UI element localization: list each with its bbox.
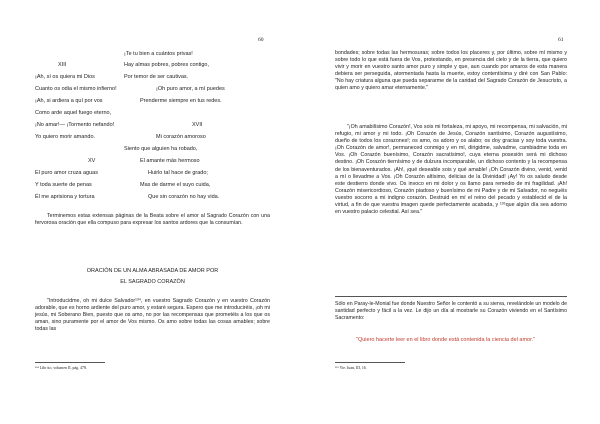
footnote: ¹³⁴ Libr ito, volumen II, pág. 478. xyxy=(35,366,87,370)
highlighted-quote: "Quiero hacerte leer en el libro donde está contenida la ciencia del amor." xyxy=(356,337,536,343)
poem-line: Mi corazón amoroso xyxy=(156,134,206,140)
prayer-paragraph: "Introducidme, oh mi dulce Salvador¹³⁴, en vuestro Sagrado Corazón y en vuestro Corazón adorable, que es horno ardiente del puro amor, y estaré segura. Espero que me introduciréis, ¡oh mi jesús, mi Soberano Bien, puesto que os amo, no por las recompensas que prometéis a los que os aman, sino puramente por el amor de Vos mismo. Os amo sobre todas las cosas amables; sobre todas las xyxy=(35,298,270,333)
poem-stanza-number: XVII xyxy=(192,122,203,128)
closing-paragraph: Terminemos estas extensas páginas de la Beata sobre el amor al Sagrado Corazón con una fervorosa oración que ella compuso para expresar los santos ardores que la consumían. xyxy=(35,213,270,227)
heart-prayer-paragraph: "¡Oh amabilísimo Corazón!, Vos sois mi fortaleza, mi apoyo, mi recompensa, mi salvación, mi refugio, mi amor y mi todo. ¡Oh Corazón de Jesús, Corazón santísimo, Corazón augustísimo, dueño de todos los corazones!; os amo, os adoro y os alabo; os doy gracias y soy toda vuestra. ¡Oh Corazón de amor!, permaneced conmigo y en mí, dirigidme, salvadme, cambiadme toda en Vos. ¡Oh Corazón buenísimo, Corazón sacratísimo!, cuya eterna posesión será mi dichoso destino. ¡Oh Corazón tiernísimo y de dulzura incomparable, un dichoso contento y la recompensa de los bienaventurados. ¡Ah!, ¡qué deseable sois y qué amable! ¡Oh Corazón divino, venid, venid a mí o llevadme a Vos. ¡Oh Corazón altísimo, delicias de la Divinidad! ¡Ay! Yo os saludo desde este destierro donde vivo. Os invoco en mi dolor y os llamo para remedio de mi fragilidad. ¡Ah! Corazón misericordioso, Corazón piadoso y buenísimo de mi Padre y de mi Salvador, no neguéis vuestro socorro a mi indigno corazón. Destruid en mí el reino del pecado y establecid el de la virtud, a fin de que vuestra imagen quede perfectamente acabada, y ¹³⁵que algún día sea adorno en vuestro palacio celestial. Así sea." xyxy=(335,124,567,216)
poem-line: ¡Ah, sí os quiera mi Dios xyxy=(35,74,95,80)
poem-line: Por temor de ser cautivas. xyxy=(124,74,189,80)
poem-line: Y toda suerte de penas xyxy=(35,182,92,188)
poem-stanza-number: XIII xyxy=(58,62,67,68)
narrative-paragraph: Sólo en Paray-le-Monial fue donde Nuestro Señor le contentó a su sierva, revelándole un modelo de santidad perfecto y fácil a la vez. Le dijo un día al mostrarle su Corazón viviendo en el Santísimo Sacramento: xyxy=(335,301,567,322)
poem-line: Que sin corazón no hay vida. xyxy=(148,194,220,200)
footnote: ¹³⁵ Vie. Juan, III, 16. xyxy=(335,366,367,370)
poem-line: ¡Ah, si ardiera a quí por vos xyxy=(35,98,103,104)
footnote-divider xyxy=(335,362,405,363)
poem-line: Prenderme siempre en tus redes. xyxy=(140,98,222,104)
poem-line: ¡No amar!— ¡Tormento nefando! xyxy=(35,122,115,128)
page-number-right: 61 xyxy=(558,37,564,43)
poem-line: Hay almas pobres, pobres contigo, xyxy=(124,62,209,68)
poem-line: Cuanto os odia el mismo infierno! xyxy=(35,86,117,92)
prayer-continuation-paragraph: bondades; sobre todas las hermosuras; sobre todos los placeres y, por último, sobre mí mismo y sobre todo lo que está fuera de Vos, protestando, en presencia del cielo y de la tierra, que quiero vivir y morir en vuestro santo amor puro y simple y que, aun cuando por amaros de esta manera debiera ser perseguida, atormentada hasta la muerte, estoy contentísima y diré con San Pablo: "No hay criatura alguna que pueda separarme de la caridad del Sagrado Corazón de Jesucristo, a quien amo y quiero amar eternamente." xyxy=(335,50,567,92)
prayer-subheading: EL SAGRADO CORAZÓN xyxy=(120,279,185,285)
section-divider xyxy=(335,296,567,297)
poem-stanza-number: XV xyxy=(88,158,96,164)
poem-line: ¡Te tu bien a cuántos privas! xyxy=(124,51,193,57)
poem-line: El amante más hermoso xyxy=(140,158,200,164)
page-number-left: 60 xyxy=(258,37,264,43)
poem-line: Huirlo tal hace de grado; xyxy=(148,170,208,176)
footnote-divider xyxy=(35,362,105,363)
right-page xyxy=(300,0,600,424)
poem-line: El puro amor cruza aguas xyxy=(35,170,98,176)
poem-line: Siento que alguien ha robado, xyxy=(124,146,198,152)
poem-line: Yo quiero morir amando. xyxy=(35,134,96,140)
prayer-heading: ORACIÓN DE UN ALMA ABRASADA DE AMOR POR xyxy=(86,268,219,274)
poem-line: Como arde aquel fuego eterno, xyxy=(35,110,112,116)
poem-line: Él me aprisiona y tortura xyxy=(35,194,95,200)
poem-line: ¡Oh puro amor, a mí puedes xyxy=(156,86,225,92)
poem-line: Mas de darme el suyo cuida, xyxy=(140,182,211,188)
